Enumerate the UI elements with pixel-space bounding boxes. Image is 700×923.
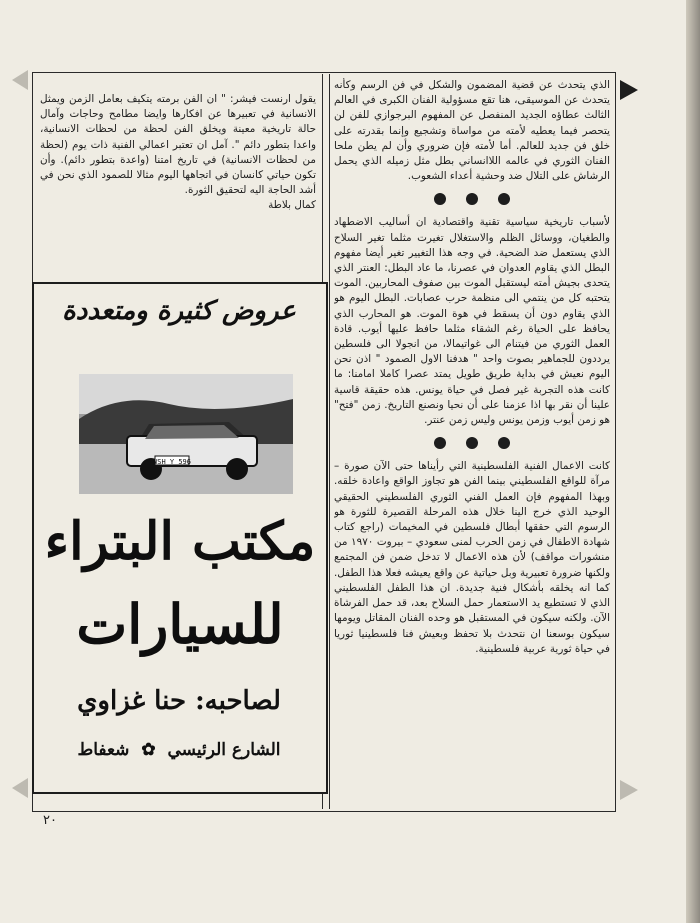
article-quote-paragraph: يقول ارنست فيشر: " ان الفن برمته يتكيف بعامل الزمن ويمثل الانسانية في تعبيرها عن افكارها وايضا مطامح وحاجات وآمال حالة تاريخية معينة ويخلق الفن لحظة من لحظات الانسانية، واعدا بتطور دائم ". آمل ان تعتبر اعمالي الفنية ذات يوم (لحظة من لحظات الانسانية) في تاريخ امتنا (واعدة بتطور دائم). وأن تكون حياتي كانسان في اتجاهها اليوم مثالا للصمود الذي نحن في أشد الحاجة اليه لتحقيق الثورة. xyxy=(40,93,316,197)
advert-office-name: مكتب البتراء xyxy=(44,511,316,572)
bullet-dot-icon xyxy=(434,437,446,449)
advert-address xyxy=(44,740,314,760)
address-street: شعفاط xyxy=(77,740,130,760)
page-number: ٢٠ xyxy=(43,813,57,828)
bullet-dot-icon xyxy=(466,193,478,205)
bullet-dot-icon xyxy=(466,437,478,449)
arrow-left-icon xyxy=(12,70,28,90)
arrow-right-faint-icon xyxy=(620,780,638,800)
bullet-dot-icon xyxy=(434,193,446,205)
car-photo xyxy=(79,374,293,494)
arrow-right-icon xyxy=(620,80,638,100)
advert-owner: لصاحبه: حنا غزاوي xyxy=(77,686,281,716)
arrow-left-faint-icon xyxy=(12,778,28,798)
article-left-column xyxy=(40,92,316,272)
article-paragraph-3: كانت الاعمال الفنية الفلسطينية التي رأيناها حتى الآن صورة – مرآة للواقع الفلسطيني بينما الفن هو تجاوز الواقع واعادة خلقه. وبهذا المفهوم فإن العمل الفني الثوري الفلسطيني الحقيقي الوحيد الذي خرج الينا خلال هذه المرحلة القصيرة للثورة هو الرسوم التي حققها أبطال فلسطين في المخيمات (راجع كتاب شهادة الاطفال في زمن الحرب لمنى سعودي – بيروت ١٩٧٠ من منشورات مواقف) لأن هذه الاعمال لا تدخل ضمن فن المجتمع ولكنها ضرورة تعبيرية وبل حياتية عن واقع يعيشه فعلا هذا الطفل. كما انه يخلقه بأشكال فنية جديدة. ان هذا الطفل الفلسطيني الذي لا تستطيع يد الاستعمار حمل السلاح بعد، قد حمل الفرشاة الآن. ولكنه سيكون في المستقبل هو وحده الفنان المقاتل ويومها سيكون بوسعنا ان نتحدث بلا تحفظ وبعيش فنا فلسطينيا ثوريا في حياة ثورية عربية فلسطينية. xyxy=(334,460,610,655)
bullet-dot-icon xyxy=(498,437,510,449)
article-right-column xyxy=(334,78,610,808)
author-signature: كمال بلاطة xyxy=(268,199,316,212)
article-paragraph-2: لأسباب تاريخية سياسية تقنية واقتصادية ان أساليب الاضطهاد والطغيان، ووسائل الظلم والاستغلال تغيرت مثلما تغير السلاح الذي يستعمل ضد الضحية. في وجه هذا التغيير تغير أيضا مفهوم البطل الذي يقاوم العدوان في عصرنا، ما عاد البطل: العنتر الذي يتحدى بجيش أمته ليستقبل الموت بين صفوف المحاربين. الموت يتحتبه كل من ينتمي الى منظمة حرب عصابات. البطل اليوم هو الذي يقاوم دون أن يسقط في هوة الموت. هو المحارب الذي يحافظ على الحياة رغم الشقاء مثلما حافظ عليها أيوب. قادة العمل الثوري من فيتنام الى غواتيمالا، من انجولا الى فلسطين يرددون للجماهير بصوت واحد " هدفنا الاول الصمود " اذن نحن اليوم نعيش في بداية طريق طويل يمتد عصرا كاملا امامنا: ما كانت هذه التجربة غير فصل في حياة يونس. هذه حقيقة قاسية علينا أن نقر بها اذا عزمنا على أن نحيا ونصنع التاريخ. زمن "فتح" هو زمن أيوب وزمن يونس وليس زمن عنتر. xyxy=(334,216,610,427)
advert-tagline: عروض كثيرة ومتعددة xyxy=(62,296,296,326)
binding-edge xyxy=(686,0,700,923)
article-paragraph-1: الذي يتحدث عن قضية المضمون والشكل في فن الرسم وكأنه يتحدث عن الموسيقى، هنا تقع مسؤولية الفنان الكبرى في العالم الثالث عطاؤه الجديد المنفصل عن المفهوم البرجوازي للفن لن يتحصر فيما يعطيه لأمته من مواساة وتشجيع وإنما بقدرته على خلق فن جديد للعالم. أما لأمته فإن ضروري وأن لم يطن ملحا الفنان الثوري في عالمه اللاانساني بطل مثل زميله الذي يحمل الرشاش على التلال ضد وحشية أعداء الشعوب. xyxy=(334,79,610,183)
car-office-advert xyxy=(32,282,328,794)
section-separator xyxy=(334,193,610,207)
address-area: الشارع الرئيسي xyxy=(167,740,281,760)
advert-office-subtitle: للسيارات xyxy=(76,592,284,656)
section-separator xyxy=(334,437,610,451)
flower-ornament-icon: ✿ xyxy=(141,740,156,760)
bullet-dot-icon xyxy=(498,193,510,205)
car-photo-image xyxy=(79,374,293,494)
car-plate: WSH Y 596 xyxy=(153,458,191,466)
